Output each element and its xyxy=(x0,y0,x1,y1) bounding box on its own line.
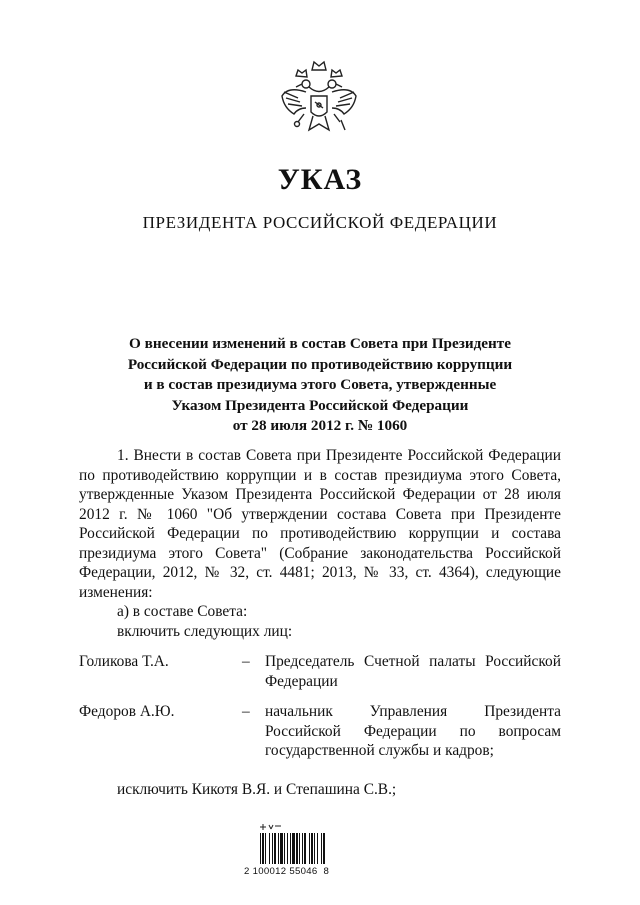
include-label: включить следующих лиц: xyxy=(117,622,293,640)
decree-heading xyxy=(60,334,580,437)
person-name: Федоров А.Ю. xyxy=(79,703,175,720)
heading-line: О внесении изменений в состав Совета при Президенте xyxy=(129,335,511,352)
decree-body xyxy=(79,446,561,799)
exclude-text: исключить Кикотя В.Я. и Степашина С.В.; xyxy=(117,780,397,798)
barcode-icon xyxy=(258,823,353,865)
heading-line: Российской Федерации по противодействию коррупции xyxy=(127,355,513,373)
person-position: Председатель Счетной палаты Российской Федерации xyxy=(265,653,561,690)
person-position: начальник Управления Президента Российской Федерации по вопросам государственной службы и кадров; xyxy=(265,703,561,759)
person-name: Голикова Т.А. xyxy=(79,653,169,670)
barcode-number: 2 100012 55046 8 xyxy=(244,866,330,877)
person-dash: – xyxy=(242,653,250,670)
heading-line: Указом Президента Российской Федерации xyxy=(171,396,469,414)
russian-coat-of-arms-icon xyxy=(276,56,362,154)
decree-title: УКАЗ xyxy=(277,163,363,196)
paragraph-1: 1. Внести в состав Совета при Президенте Российской Федерации по противодействию коррупции и в состав президиума этого Совета, утвержденные Указом Президента Российской Федерации от 28 июля 2012 г. № 1060 "Об утверждении состава Совета при Президенте Российской Федерации по противодействию коррупции и состава президиума этого Совета" (Собрание законодательства Российской Федерации, 2012, № 32, ст. 4481; 2013, № 33, ст. 4364), следующие изменения: xyxy=(79,447,561,601)
heading-line: от 28 июля 2012 г. № 1060 xyxy=(232,417,408,434)
person-entry xyxy=(79,702,561,761)
item-a: а) в составе Совета: xyxy=(117,603,248,620)
heading-line: и в состав президиума этого Совета, утвержденные xyxy=(143,376,497,393)
person-entry xyxy=(79,652,561,691)
person-dash: – xyxy=(242,703,250,720)
decree-subtitle: ПРЕЗИДЕНТА РОССИЙСКОЙ ФЕДЕРАЦИИ xyxy=(142,213,498,232)
